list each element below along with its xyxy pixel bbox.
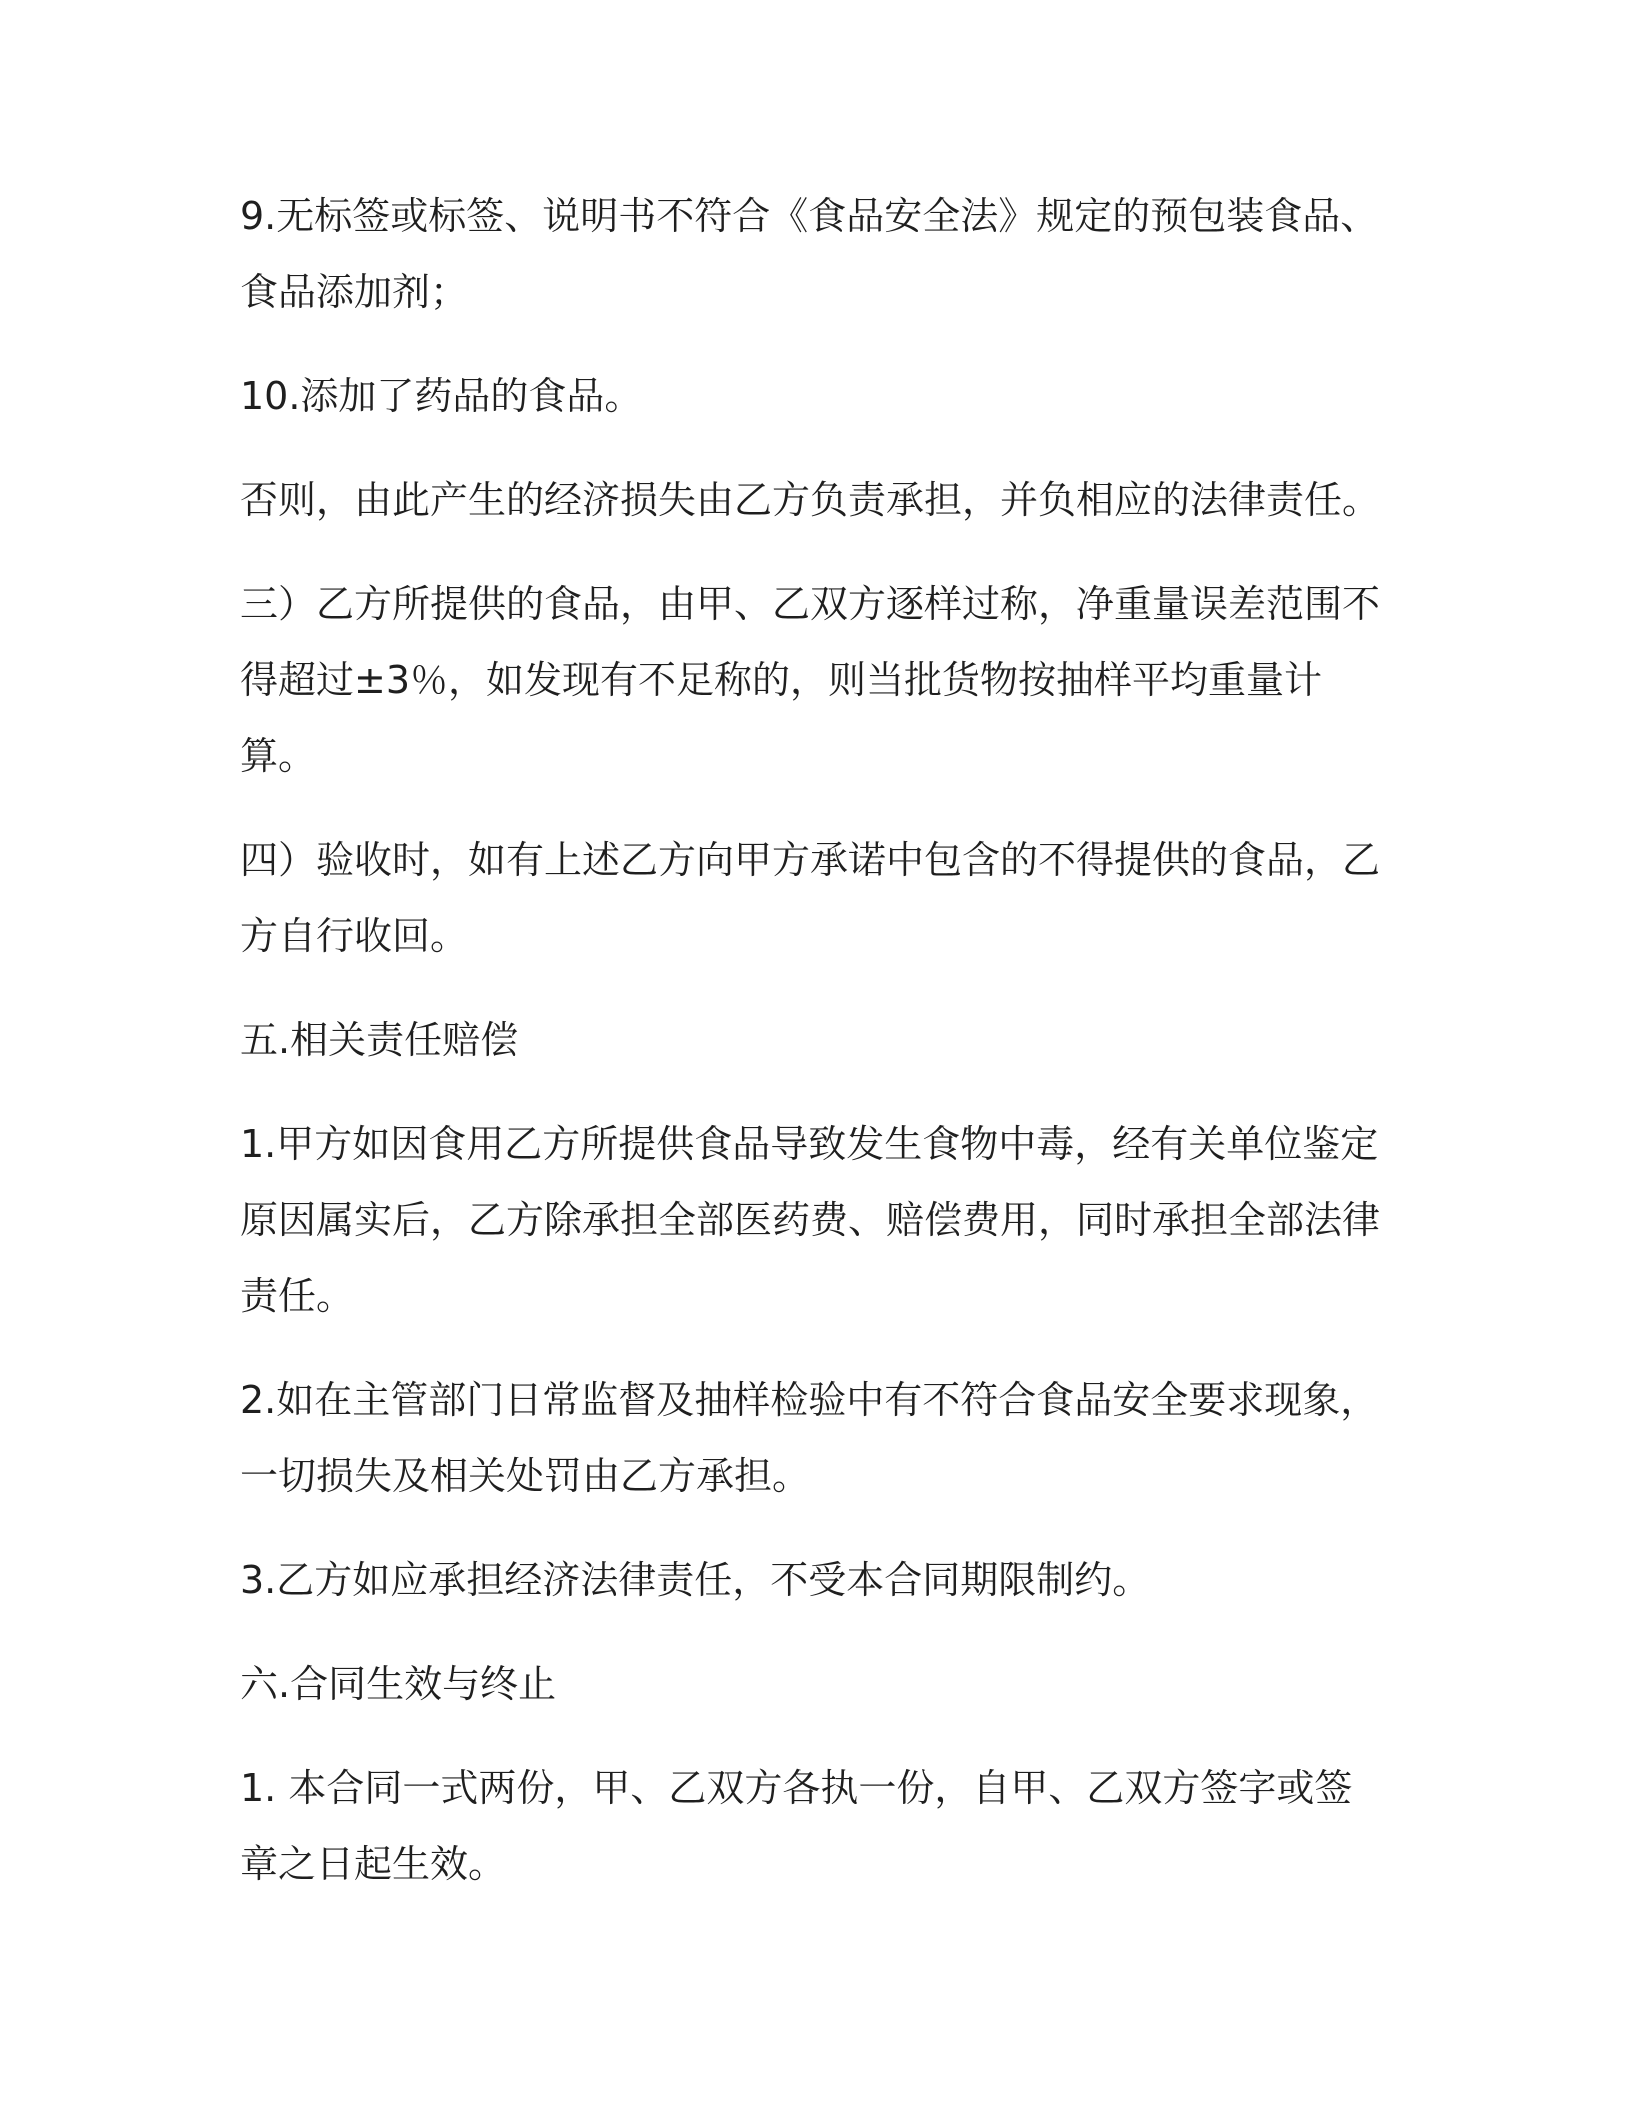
document-page: [240, 178, 1390, 1930]
heading-contract-effect-termination: 六.合同生效与终止: [240, 1662, 557, 1706]
section-4-acceptance-return: 四）验收时，如有上述乙方向甲方承诺中包含的不得提供的食品，乙方自行收回。: [240, 838, 1381, 958]
heading-liability-compensation: 五.相关责任赔偿: [240, 1018, 519, 1062]
compensation-clause-1: 1.甲方如因食用乙方所提供食品导致发生食物中毒，经有关单位鉴定原因属实后，乙方除承担全部医药费、赔偿费用，同时承担全部法律责任。: [240, 1122, 1381, 1318]
compensation-clause-3: 3.乙方如应承担经济法律责任，不受本合同期限制约。: [240, 1558, 1151, 1602]
compensation-clause-2: 2.如在主管部门日常监督及抽样检验中有不符合食品安全要求现象，一切损失及相关处罚由乙方承担。: [240, 1378, 1379, 1498]
clause-9-unlabeled-food: 9.无标签或标签、说明书不符合《食品安全法》规定的预包装食品、食品添加剂；: [240, 194, 1379, 314]
liability-statement: 否则，由此产生的经济损失由乙方负责承担，并负相应的法律责任。: [240, 478, 1381, 522]
clause-10-drug-added-food: 10.添加了药品的食品。: [240, 374, 643, 418]
section-3-weight-tolerance: 三）乙方所提供的食品，由甲、乙双方逐样过称，净重量误差范围不得超过±3％，如发现有不足称的，则当批货物按抽样平均重量计算。: [240, 582, 1381, 778]
effect-clause-1: 1. 本合同一式两份，甲、乙双方各执一份，自甲、乙双方签字或签章之日起生效。: [240, 1766, 1353, 1886]
